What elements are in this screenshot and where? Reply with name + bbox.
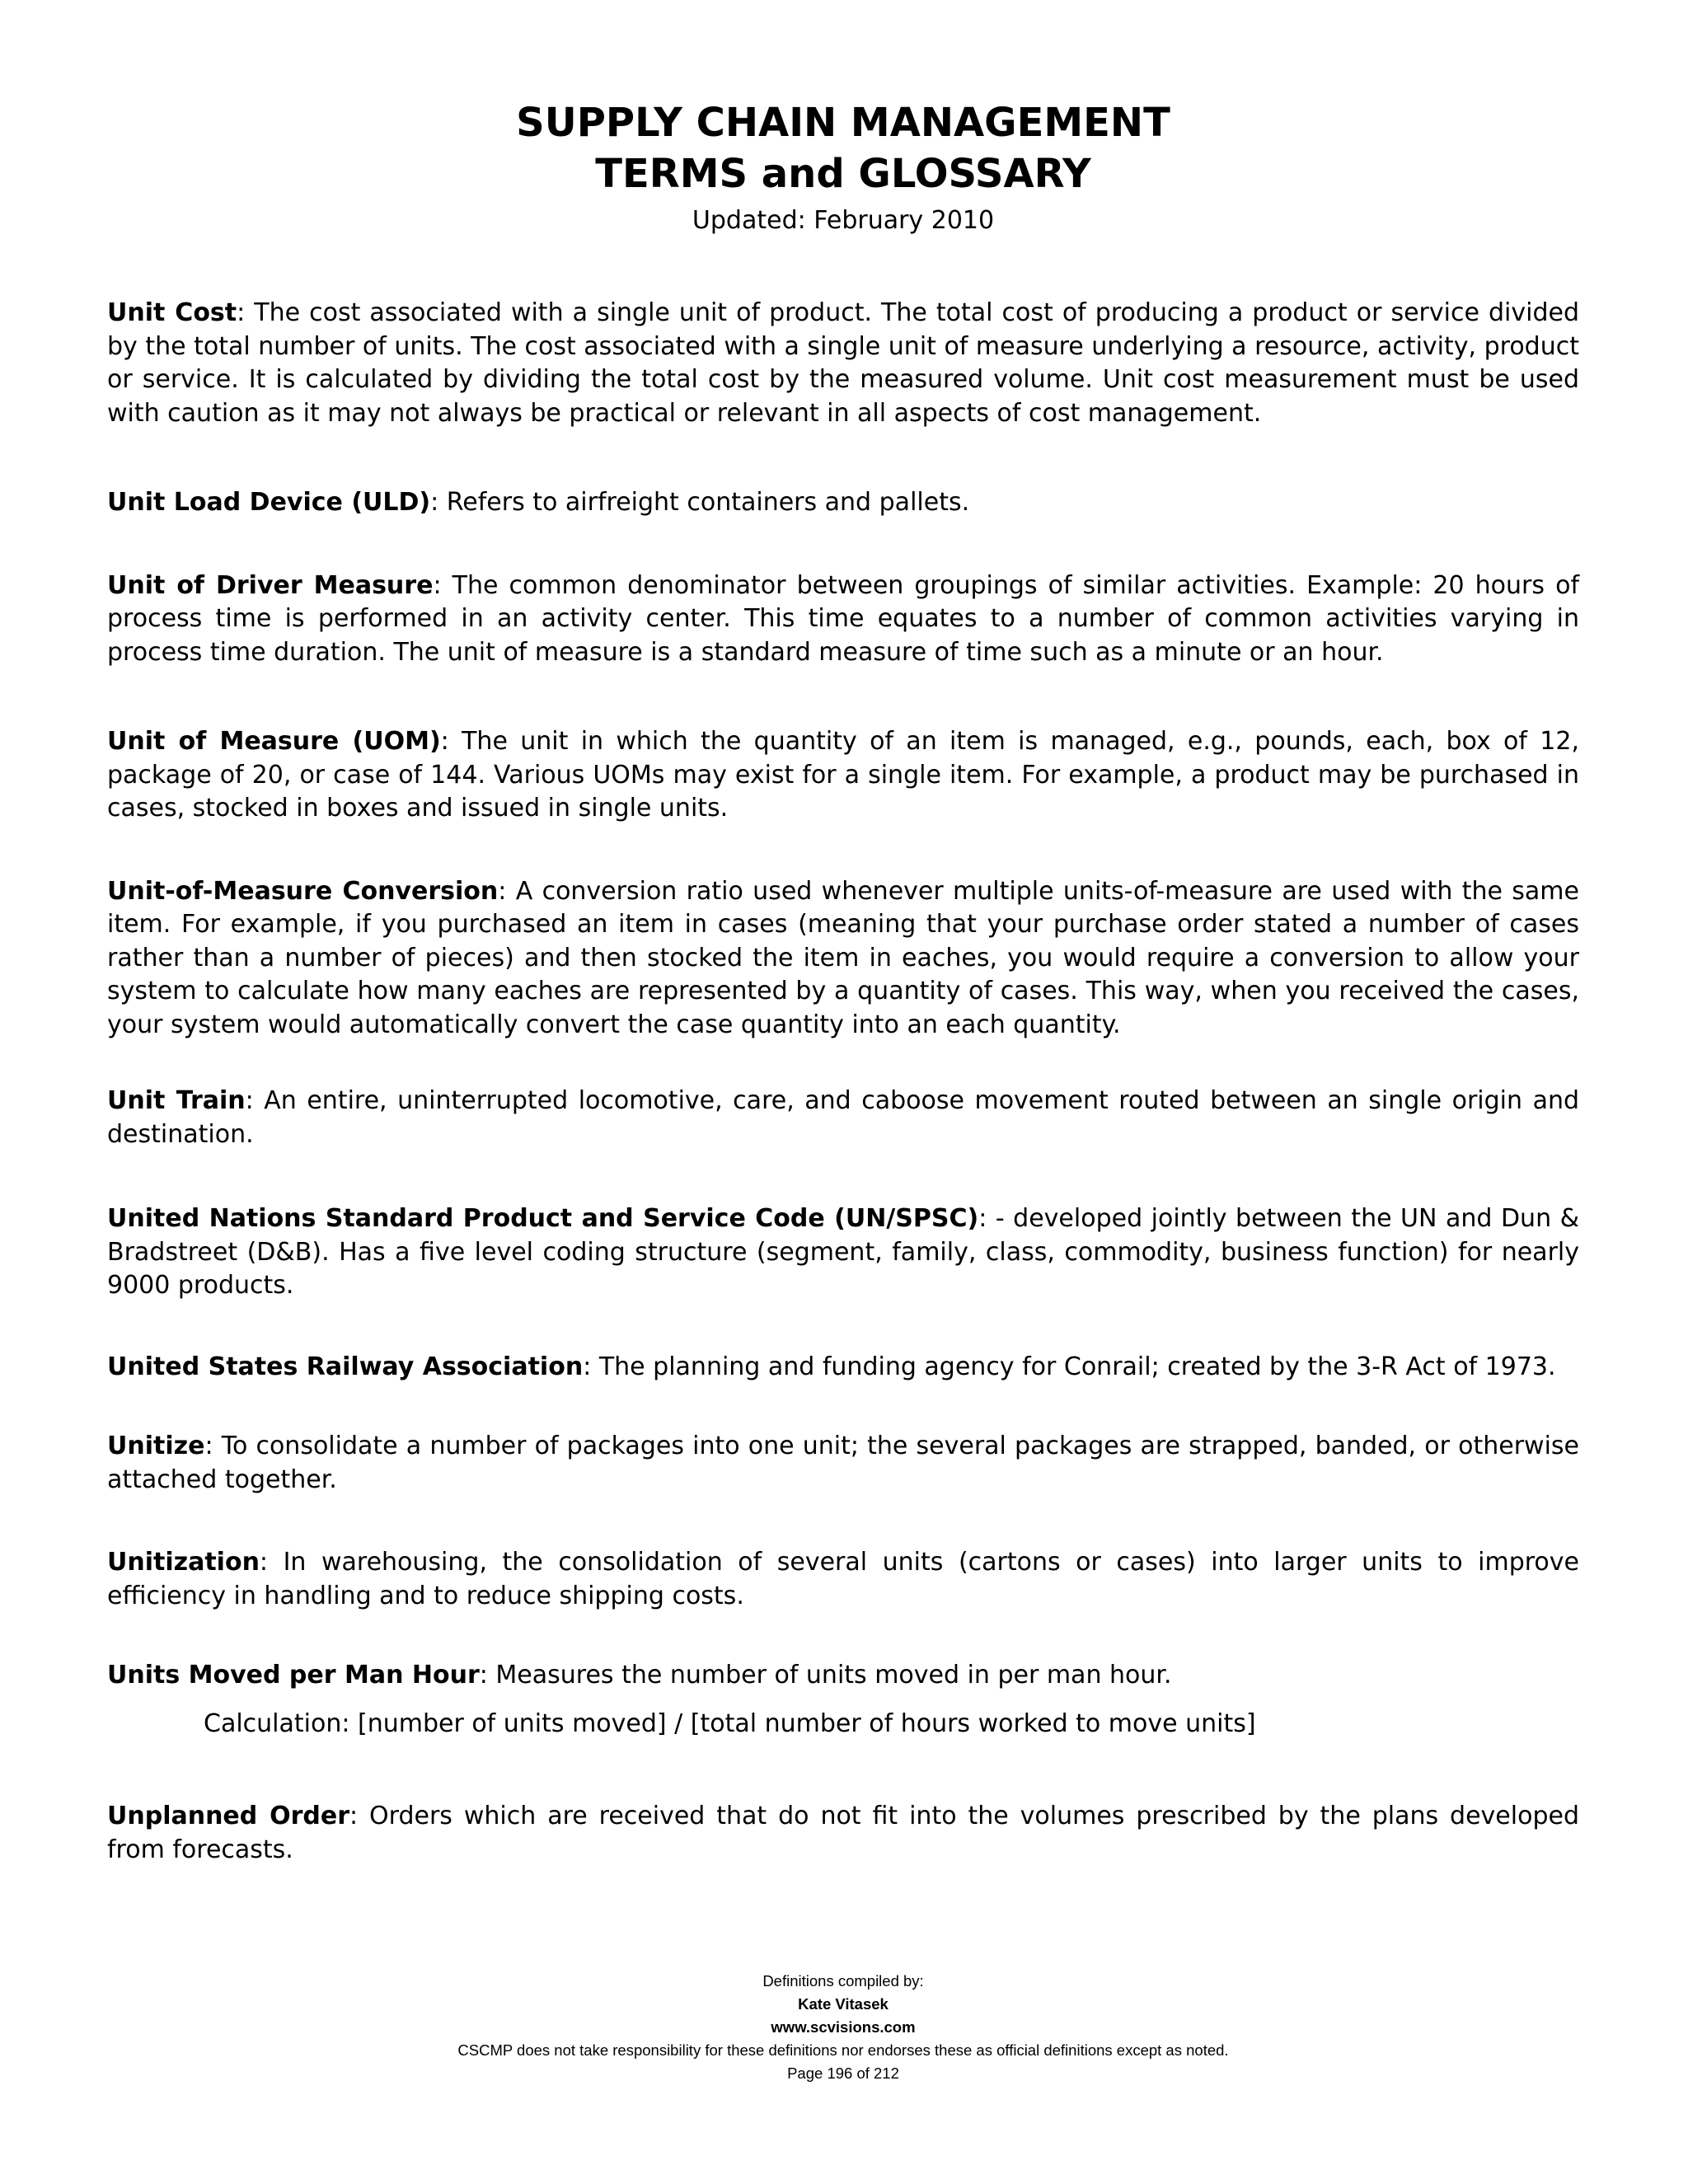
glossary-definition: : The planning and funding agency for Conrail; created by the 3-R Act of 1973. <box>583 1352 1556 1381</box>
glossary-definition: : An entire, uninterrupted locomotive, care, and caboose movement routed between an single origin and destination. <box>107 1086 1580 1149</box>
glossary-entry-unitize <box>107 1430 1579 1497</box>
glossary-entry-unitization <box>107 1546 1579 1613</box>
glossary-entry-un-spsc <box>107 1202 1579 1303</box>
glossary-definition: : Orders which are received that do not fit into the volumes prescribed by the plans developed from forecasts. <box>107 1802 1579 1864</box>
footer-page-number: Page 196 of 212 <box>787 2064 899 2082</box>
glossary-term: Unit Train <box>107 1086 246 1115</box>
glossary-entry-unit-of-driver-measure <box>107 569 1579 670</box>
glossary-definition: : The cost associated with a single unit of product. The total cost of producing a product or service divided by the total number of units. The cost associated with a single unit of measure underlying a resource, activity, product or service. It is calculated by dividing the total cost by the measured volume. Unit cost measurement must be used with caution as it may not always be practical or relevant in all aspects of cost management. <box>107 298 1579 428</box>
glossary-entry-units-moved-per-man-hour <box>107 1659 1579 1693</box>
glossary-entry-unit-of-measure <box>107 725 1579 826</box>
glossary-entry-us-railway-association <box>107 1351 1579 1385</box>
calculation-formula: Calculation: [number of units moved] / [total number of hours worked to move units] <box>204 1708 1256 1738</box>
glossary-entry-unit-train <box>107 1085 1579 1151</box>
glossary-term: Unit of Driver Measure <box>107 570 434 600</box>
glossary-term: Unplanned Order <box>107 1802 350 1830</box>
glossary-term: Unitize <box>107 1432 205 1460</box>
glossary-definition: : In warehousing, the consolidation of several units (cartons or cases) into larger units to improve efficiency in handling and to reduce shipping costs. <box>107 1548 1579 1610</box>
glossary-entry-unit-cost <box>107 297 1579 430</box>
glossary-term: Unit of Measure (UOM) <box>107 727 441 756</box>
page-title-line-1: SUPPLY CHAIN MANAGEMENT <box>516 100 1170 146</box>
glossary-term: Unit-of-Measure Conversion <box>107 876 499 906</box>
glossary-term: Units Moved per Man Hour <box>107 1661 480 1690</box>
glossary-entries <box>107 297 1579 1867</box>
glossary-term: United Nations Standard Product and Service Code (UN/SPSC) <box>107 1204 979 1233</box>
glossary-term: Unitization <box>107 1548 260 1577</box>
glossary-definition: : The unit in which the quantity of an item is managed, e.g., pounds, each, box of 12, package of 20, or case of 144. Various UOMs may exist for a single item. For example, a product may be purchased in cases, stocked in boxes and issued in single units. <box>107 727 1579 823</box>
glossary-term: United States Railway Association <box>107 1352 584 1381</box>
glossary-entry-unplanned-order <box>107 1800 1579 1867</box>
glossary-term: Unit Cost <box>107 298 237 327</box>
glossary-definition: : A conversion ratio used whenever multiple units-of-measure are used with the same item. For example, if you purchased an item in cases (meaning that your purchase order stated a number of cases rather than a number of pieces) and then stocked the item in eaches, you would require a conversion to allow your system to calculate how many eaches are represented by a quantity of cases. This way, when you received the cases, your system would automatically convert the case quantity into an each quantity. <box>107 876 1579 1039</box>
glossary-entry-unit-of-measure-conversion <box>107 875 1579 1043</box>
updated-date: Updated: February 2010 <box>692 206 995 235</box>
glossary-term: Unit Load Device (ULD) <box>107 488 431 517</box>
page-title-line-2: TERMS and GLOSSARY <box>595 151 1091 197</box>
footer-website: www.scvisions.com <box>771 2018 916 2036</box>
glossary-definition: : The common denominator between groupings of similar activities. Example: 20 hours of process time is performed in an activity center. This time equates to a number of common activities varying in process time duration. The unit of measure is a standard measure of time such as a minute or an hour. <box>107 570 1579 667</box>
glossary-definition: : Refers to airfreight containers and pallets. <box>430 488 970 517</box>
glossary-definition: : Measures the number of units moved in per man hour. <box>479 1661 1172 1690</box>
glossary-definition: : To consolidate a number of packages into one unit; the several packages are strapped, banded, or otherwise attached together. <box>107 1432 1579 1494</box>
glossary-definition: : - developed jointly between the UN and Dun & Bradstreet (D&B). Has a five level coding structure (segment, family, class, commodity, business function) for nearly 9000 products. <box>107 1204 1579 1300</box>
document-header <box>107 97 1579 239</box>
footer-author: Kate Vitasek <box>798 1995 889 2013</box>
page-footer <box>107 1970 1579 2085</box>
footer-disclaimer: CSCMP does not take responsibility for these definitions nor endorses these as official definitions except as noted. <box>457 2041 1229 2059</box>
glossary-entry-unit-load-device <box>107 486 1579 520</box>
document-page <box>107 0 1579 2184</box>
footer-compiled-by: Definitions compiled by: <box>762 1972 924 1990</box>
